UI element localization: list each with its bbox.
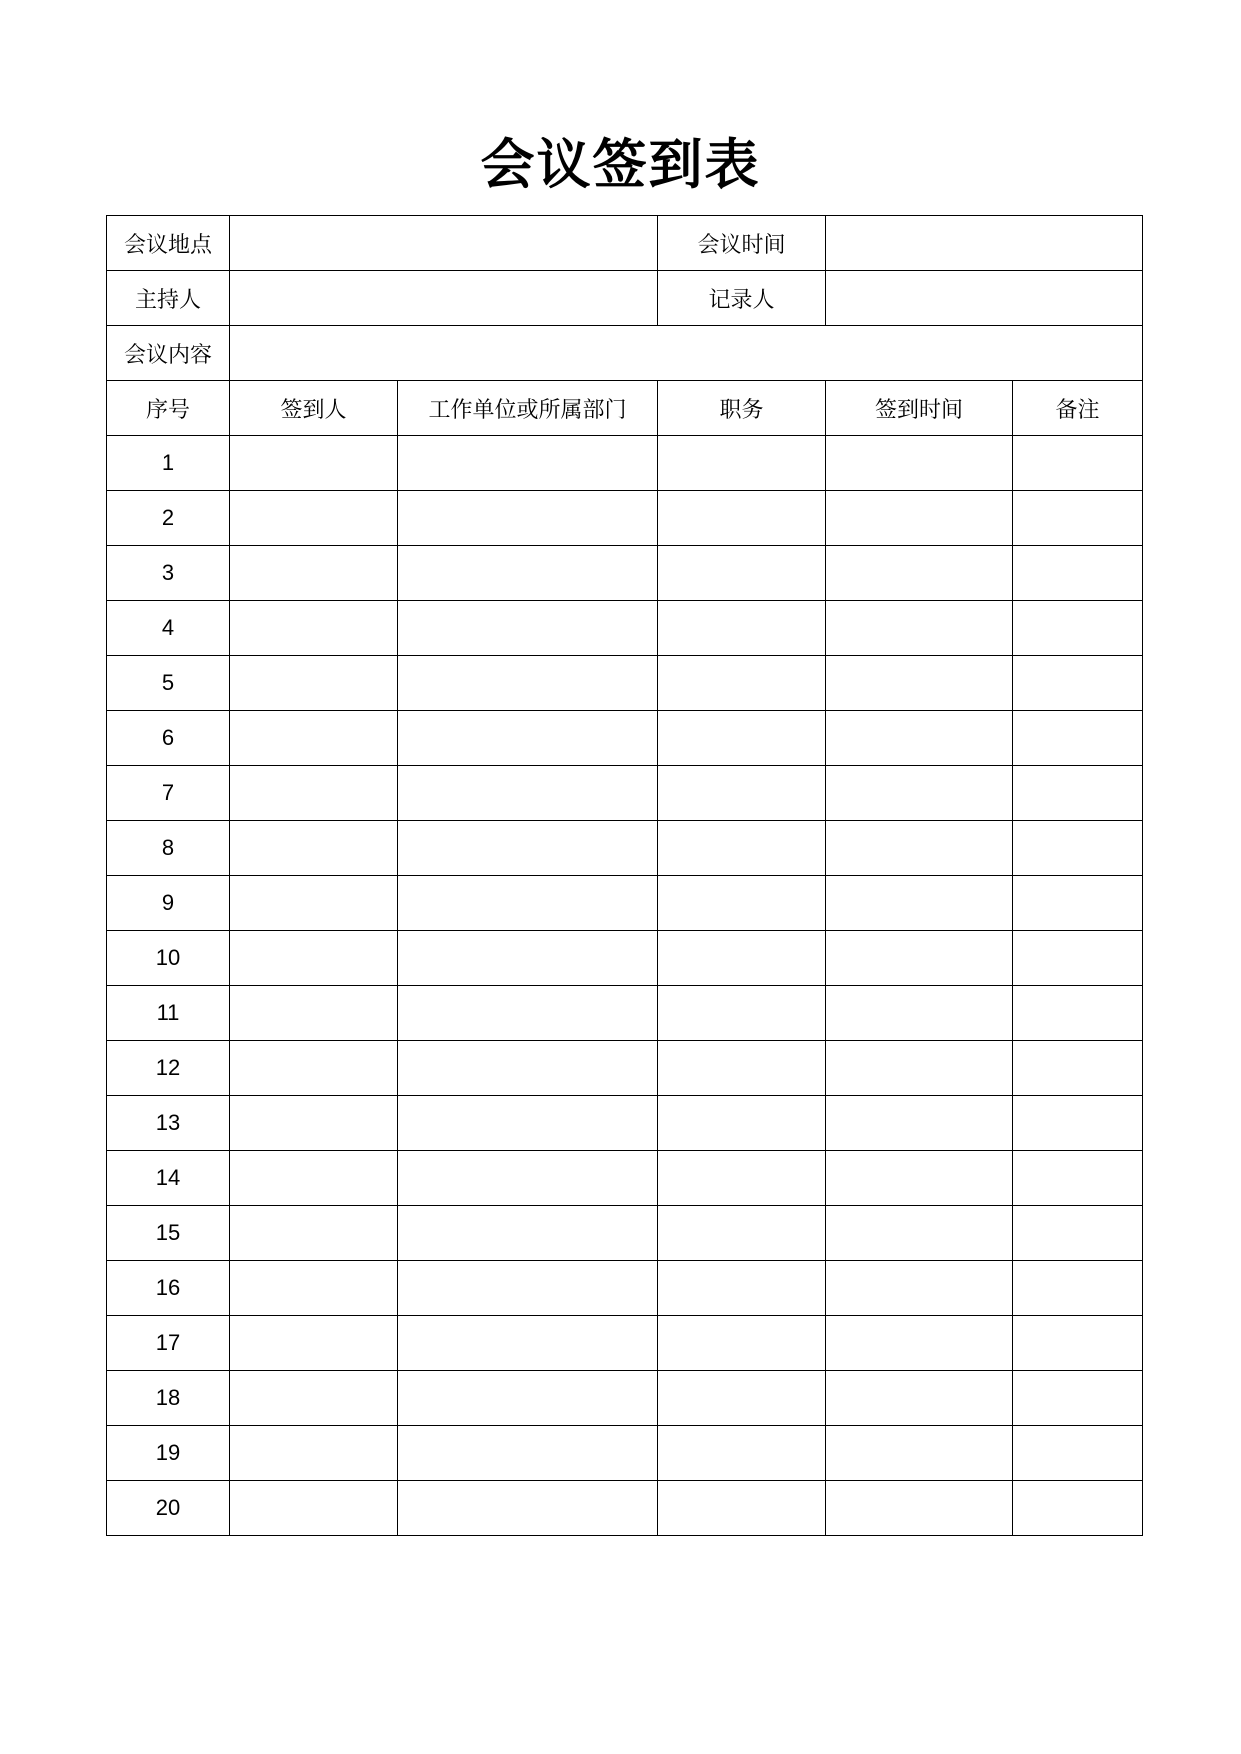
department-cell[interactable] (398, 656, 658, 711)
row-index: 18 (107, 1371, 230, 1426)
remarks-cell[interactable] (1013, 601, 1143, 656)
sign-time-cell[interactable] (826, 491, 1013, 546)
recorder-label: 记录人 (658, 271, 826, 326)
position-cell[interactable] (658, 1096, 826, 1151)
sign-time-cell[interactable] (826, 1261, 1013, 1316)
sign-time-cell[interactable] (826, 821, 1013, 876)
signer-cell[interactable] (230, 1426, 398, 1481)
remarks-cell[interactable] (1013, 1426, 1143, 1481)
table-row (107, 1371, 1143, 1426)
column-header-department: 工作单位或所属部门 (398, 381, 658, 436)
remarks-cell[interactable] (1013, 436, 1143, 491)
column-header-position: 职务 (658, 381, 826, 436)
column-header-remarks: 备注 (1013, 381, 1143, 436)
department-cell[interactable] (398, 986, 658, 1041)
recorder-field[interactable] (826, 271, 1143, 326)
position-cell[interactable] (658, 1041, 826, 1096)
info-row-location (107, 216, 1143, 271)
sign-time-cell[interactable] (826, 1041, 1013, 1096)
column-header-sign-time: 签到时间 (826, 381, 1013, 436)
sign-time-cell[interactable] (826, 546, 1013, 601)
row-index: 2 (107, 491, 230, 546)
signer-cell[interactable] (230, 876, 398, 931)
sign-time-cell[interactable] (826, 766, 1013, 821)
department-cell[interactable] (398, 876, 658, 931)
remarks-cell[interactable] (1013, 491, 1143, 546)
host-label: 主持人 (107, 271, 230, 326)
sign-time-cell[interactable] (826, 436, 1013, 491)
column-header-signer: 签到人 (230, 381, 398, 436)
position-cell[interactable] (658, 1371, 826, 1426)
row-index: 12 (107, 1041, 230, 1096)
table-row (107, 1316, 1143, 1371)
signer-cell[interactable] (230, 821, 398, 876)
table-row (107, 436, 1143, 491)
table-row (107, 1096, 1143, 1151)
page-title: 会议签到表 (480, 132, 761, 196)
row-index: 16 (107, 1261, 230, 1316)
department-cell[interactable] (398, 766, 658, 821)
position-cell[interactable] (658, 1151, 826, 1206)
remarks-cell[interactable] (1013, 711, 1143, 766)
remarks-cell[interactable] (1013, 546, 1143, 601)
table-row (107, 766, 1143, 821)
position-cell[interactable] (658, 821, 826, 876)
signer-cell[interactable] (230, 436, 398, 491)
remarks-cell[interactable] (1013, 1041, 1143, 1096)
remarks-cell[interactable] (1013, 1151, 1143, 1206)
remarks-cell[interactable] (1013, 931, 1143, 986)
table-row (107, 1151, 1143, 1206)
signer-cell[interactable] (230, 1371, 398, 1426)
table-row (107, 1261, 1143, 1316)
remarks-cell[interactable] (1013, 1096, 1143, 1151)
sign-time-cell[interactable] (826, 1206, 1013, 1261)
sign-time-cell[interactable] (826, 601, 1013, 656)
table-row (107, 491, 1143, 546)
row-index: 17 (107, 1316, 230, 1371)
sign-time-cell[interactable] (826, 931, 1013, 986)
sign-time-cell[interactable] (826, 1096, 1013, 1151)
sign-time-cell[interactable] (826, 1151, 1013, 1206)
signer-cell[interactable] (230, 711, 398, 766)
department-cell[interactable] (398, 1481, 658, 1536)
info-row-content (107, 326, 1143, 381)
row-index: 15 (107, 1206, 230, 1261)
row-index: 7 (107, 766, 230, 821)
content-label: 会议内容 (107, 326, 230, 381)
department-cell[interactable] (398, 1371, 658, 1426)
department-cell[interactable] (398, 1316, 658, 1371)
location-label: 会议地点 (107, 216, 230, 271)
row-index: 20 (107, 1481, 230, 1536)
sign-time-cell[interactable] (826, 711, 1013, 766)
table-row (107, 1426, 1143, 1481)
remarks-cell[interactable] (1013, 1371, 1143, 1426)
position-cell[interactable] (658, 1206, 826, 1261)
position-cell[interactable] (658, 546, 826, 601)
sign-time-cell[interactable] (826, 656, 1013, 711)
position-cell[interactable] (658, 1261, 826, 1316)
sign-time-cell[interactable] (826, 1481, 1013, 1536)
department-cell[interactable] (398, 436, 658, 491)
department-cell[interactable] (398, 1426, 658, 1481)
table-row (107, 656, 1143, 711)
row-index: 4 (107, 601, 230, 656)
table-row (107, 711, 1143, 766)
row-index: 1 (107, 436, 230, 491)
remarks-cell[interactable] (1013, 1206, 1143, 1261)
position-cell[interactable] (658, 601, 826, 656)
time-label: 会议时间 (658, 216, 826, 271)
table-row (107, 986, 1143, 1041)
position-cell[interactable] (658, 656, 826, 711)
department-cell[interactable] (398, 1041, 658, 1096)
signer-cell[interactable] (230, 491, 398, 546)
remarks-cell[interactable] (1013, 656, 1143, 711)
position-cell[interactable] (658, 986, 826, 1041)
column-header-index: 序号 (107, 381, 230, 436)
signer-cell[interactable] (230, 1041, 398, 1096)
row-index: 9 (107, 876, 230, 931)
host-field[interactable] (230, 271, 658, 326)
table-row (107, 546, 1143, 601)
sign-time-cell[interactable] (826, 986, 1013, 1041)
remarks-cell[interactable] (1013, 986, 1143, 1041)
row-index: 8 (107, 821, 230, 876)
sign-in-table (106, 215, 1143, 1536)
signer-cell[interactable] (230, 931, 398, 986)
department-cell[interactable] (398, 491, 658, 546)
signer-cell[interactable] (230, 1316, 398, 1371)
signer-cell[interactable] (230, 1151, 398, 1206)
row-index: 19 (107, 1426, 230, 1481)
remarks-cell[interactable] (1013, 876, 1143, 931)
remarks-cell[interactable] (1013, 766, 1143, 821)
table-row (107, 1481, 1143, 1536)
row-index: 11 (107, 986, 230, 1041)
department-cell[interactable] (398, 1096, 658, 1151)
content-field[interactable] (230, 326, 1143, 381)
signer-cell[interactable] (230, 601, 398, 656)
signer-cell[interactable] (230, 1096, 398, 1151)
department-cell[interactable] (398, 821, 658, 876)
position-cell[interactable] (658, 436, 826, 491)
location-field[interactable] (230, 216, 658, 271)
signer-cell[interactable] (230, 1481, 398, 1536)
info-row-host (107, 271, 1143, 326)
position-cell[interactable] (658, 766, 826, 821)
signer-cell[interactable] (230, 656, 398, 711)
table-row (107, 876, 1143, 931)
row-index: 3 (107, 546, 230, 601)
row-index: 13 (107, 1096, 230, 1151)
remarks-cell[interactable] (1013, 821, 1143, 876)
table-row (107, 1206, 1143, 1261)
signer-cell[interactable] (230, 986, 398, 1041)
position-cell[interactable] (658, 931, 826, 986)
row-index: 6 (107, 711, 230, 766)
table-row (107, 601, 1143, 656)
position-cell[interactable] (658, 876, 826, 931)
department-cell[interactable] (398, 931, 658, 986)
department-cell[interactable] (398, 1261, 658, 1316)
sign-time-cell[interactable] (826, 1316, 1013, 1371)
table-row (107, 931, 1143, 986)
time-field[interactable] (826, 216, 1143, 271)
signer-cell[interactable] (230, 546, 398, 601)
row-index: 5 (107, 656, 230, 711)
signer-cell[interactable] (230, 766, 398, 821)
signer-cell[interactable] (230, 1206, 398, 1261)
position-cell[interactable] (658, 1316, 826, 1371)
position-cell[interactable] (658, 1426, 826, 1481)
table-row (107, 821, 1143, 876)
remarks-cell[interactable] (1013, 1261, 1143, 1316)
remarks-cell[interactable] (1013, 1316, 1143, 1371)
department-cell[interactable] (398, 711, 658, 766)
row-index: 10 (107, 931, 230, 986)
column-header-row (107, 381, 1143, 436)
position-cell[interactable] (658, 491, 826, 546)
table-row (107, 1041, 1143, 1096)
department-cell[interactable] (398, 1151, 658, 1206)
sign-time-cell[interactable] (826, 1426, 1013, 1481)
signer-cell[interactable] (230, 1261, 398, 1316)
department-cell[interactable] (398, 1206, 658, 1261)
sign-time-cell[interactable] (826, 1371, 1013, 1426)
position-cell[interactable] (658, 711, 826, 766)
row-index: 14 (107, 1151, 230, 1206)
sign-time-cell[interactable] (826, 876, 1013, 931)
remarks-cell[interactable] (1013, 1481, 1143, 1536)
position-cell[interactable] (658, 1481, 826, 1536)
department-cell[interactable] (398, 601, 658, 656)
department-cell[interactable] (398, 546, 658, 601)
